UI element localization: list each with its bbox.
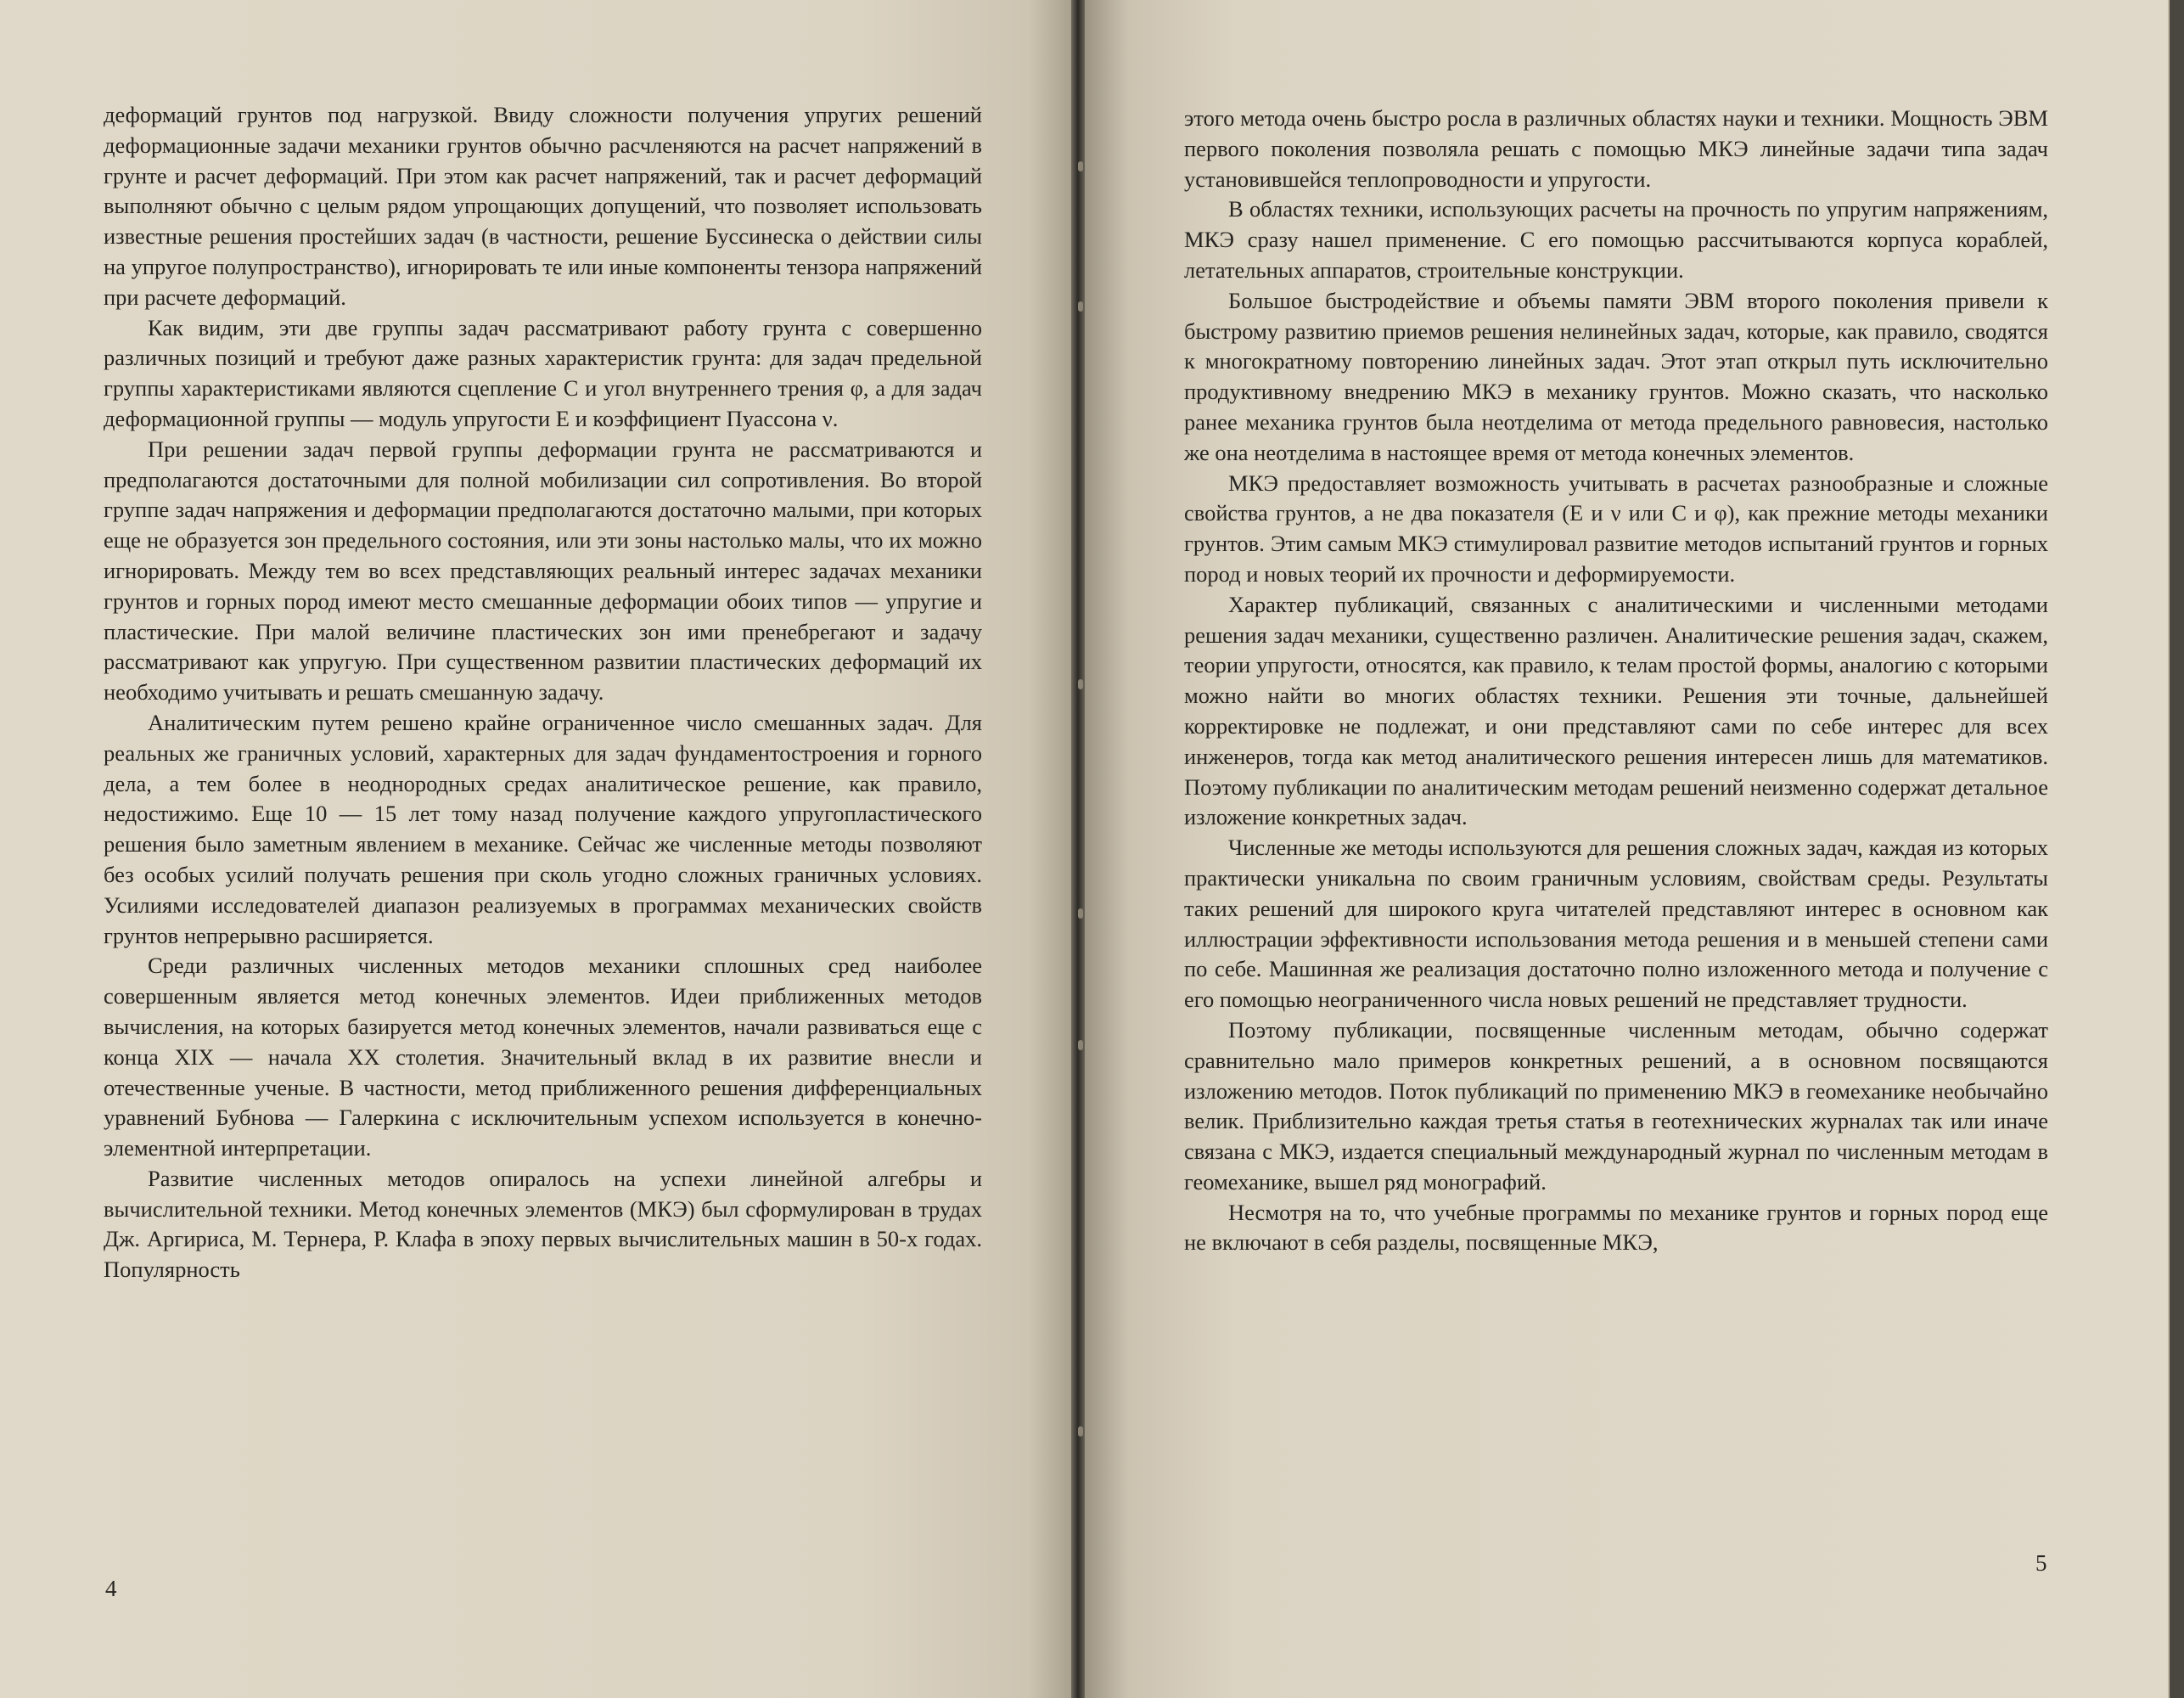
book-gutter [1071,0,1085,1698]
paragraph: При решении задач первой группы деформации грунта не рассматриваются и предполагаются достаточными для полной мобилизации сил сопротивления. Во второй группе задач напряжения и деформации предполагаются достаточно малыми, при которых еще не образуется зон предельного состояния, или эти зоны настолько малы, что их можно игнорировать. Между тем во всех представляющих реальный интерес задачах механики грунтов и горных пород имеют место смешанные деформации обоих типов — упругие и пластические. При малой величине пластических зон ими пренебрегают и задачу рассматривают как упругую. При существенном развитии пластических деформаций их необходимо учитывать и решать смешанную задачу. [104,436,982,706]
binding-thread [1078,1040,1083,1050]
right-page [1085,0,2170,1698]
page-number: 4 [105,1576,117,1601]
paragraph: Аналитическим путем решено крайне ограниченное число смешанных задач. Для реальных же граничных условий, характерных для задач фундаментостроения и горного дела, а тем более в неоднородных средах аналитическое решение, как правило, недостижимо. Еще 10 — 15 лет тому назад получение каждого упругопластического решения было заметным явлением в механике. Сейчас же численные методы позволяют без особых усилий получать решения при сколь угодно сложных граничных условиях. Усилиями исследователей диапазон реализуемых в программах механических свойств грунтов непрерывно расширяется. [104,709,982,948]
book-edge [2170,0,2184,1698]
paragraph: В областях техники, использующих расчеты на прочность по упругим напряжениям, МКЭ сразу нашел применение. С его помощью рассчитываются корпуса кораблей, летательных аппаратов, строительные конструкции. [1184,196,2048,283]
left-page-text [104,100,982,1285]
paragraph: Развитие численных методов опиралось на успехи линейной алгебры и вычислительной техники. Метод конечных элементов (МКЭ) был сформулирован в трудах Дж. Аргириса, М. Тернера, Р. Клафа в эпоху первых вычислительных машин в 50-х годах. Популярность [104,1165,982,1283]
paragraph: Большое быстродействие и объемы памяти ЭВМ второго поколения привели к быстрому развитию приемов решения нелинейных задач, которые, как правило, сводятся к многократному повторению линейных задач. Этот этап открыл путь исключительно продуктивному внедрению МКЭ в механику грунтов. Можно сказать, что насколько ранее механика грунтов была неотделима от метода предельного равновесия, настолько же она неотделима в настоящее время от метода конечных элементов. [1184,287,2048,465]
paragraph: Несмотря на то, что учебные программы по механике грунтов и горных пород еще не включают в себя разделы, посвященные МКЭ, [1184,1199,2048,1256]
paragraph: Как видим, эти две группы задач рассматривают работу грунта с совершенно различных позиций и требуют даже разных характеристик грунта: для задач предельной группы характеристиками являются сцепление C и угол внутреннего трения φ, а для задач деформационной группы — модуль упругости E и коэффициент Пуассона ν. [104,314,982,431]
paragraph: деформаций грунтов под нагрузкой. Ввиду сложности получения упругих решений деформационные задачи механики грунтов обычно расчленяются на расчет напряжений в грунте и расчет деформаций. При этом как расчет напряжений, так и расчет деформаций выполняют обычно с целым рядом упрощающих допущений, что позволяет использовать известные решения простейших задач (в частности, решение Буссинеска о действии силы на упругое полупространство), игнорировать те или иные компоненты тензора напряжений при расчете деформаций. [104,102,982,310]
paragraph: Численные же методы используются для решения сложных задач, каждая из которых практически уникальна по своим граничным условиям, свойствам среды. Результаты таких решений для широкого круга читателей представляют интерес в основном как иллюстрации эффективности использования метода решения и в меньшей степени сами по себе. Машинная же реализация достаточно полно изложенного метода и получение с его помощью неограниченного числа новых решений не представляет трудности. [1184,835,2048,1013]
paragraph: Поэтому публикации, посвященные численным методам, обычно содержат сравнительно мало примеров конкретных решений, а в основном посвящаются изложению методов. Поток публикаций по применению МКЭ в геомеханике необычайно велик. Приблизительно каждая третья статья в геотехнических журналах так или иначе связана с МКЭ, издается специальный международный журнал по численным методам в геомеханике, вышел ряд монографий. [1184,1016,2048,1195]
page-number: 5 [2035,1550,2047,1576]
right-page-text [1184,104,2048,1258]
binding-thread [1078,161,1083,171]
binding-thread [1078,908,1083,919]
paragraph: МКЭ предоставляет возможность учитывать в расчетах разнообразные и сложные свойства грунтов, а не два показателя (E и ν или C и φ), как прежние методы механики грунтов. Этим самым МКЭ стимулировал развитие методов испытаний грунтов и горных пород и новых теорий их прочности и деформируемости. [1184,469,2048,587]
binding-thread [1078,1426,1083,1437]
left-page [0,0,1071,1698]
paragraph: Характер публикаций, связанных с аналитическими и численными методами решения задач механики, существенно различен. Аналитические решения задач, скажем, теории упругости, относятся, как правило, к телам простой формы, аналогию с которыми можно найти во многих областях техники. Решения эти точные, дальнейшей корректировке не подлежат, и они представляют сами по себе интерес для всех инженеров, тогда как метод аналитического решения интересен лишь для математиков. Поэтому публикации по аналитическим методам решений неизменно содержат детальное изложение конкретных задач. [1184,591,2048,830]
paragraph: этого метода очень быстро росла в различных областях науки и техники. Мощность ЭВМ первого поколения позволяла решать с помощью МКЭ линейные задачи типа задач установившейся теплопроводности и упругости. [1184,105,2048,192]
binding-thread [1078,301,1083,312]
binding-thread [1078,679,1083,689]
paragraph: Среди различных численных методов механики сплошных сред наиболее совершенным является метод конечных элементов. Идеи приближенных методов вычисления, на которых базируется метод конечных элементов, начали развиваться еще с конца XIX — начала XX столетия. Значительный вклад в их развитие внесли и отечественные ученые. В частности, метод приближенного решения дифференциальных уравнений Бубнова — Галеркина с исключительным успехом используется в конечно-элементной интерпретации. [104,953,982,1161]
